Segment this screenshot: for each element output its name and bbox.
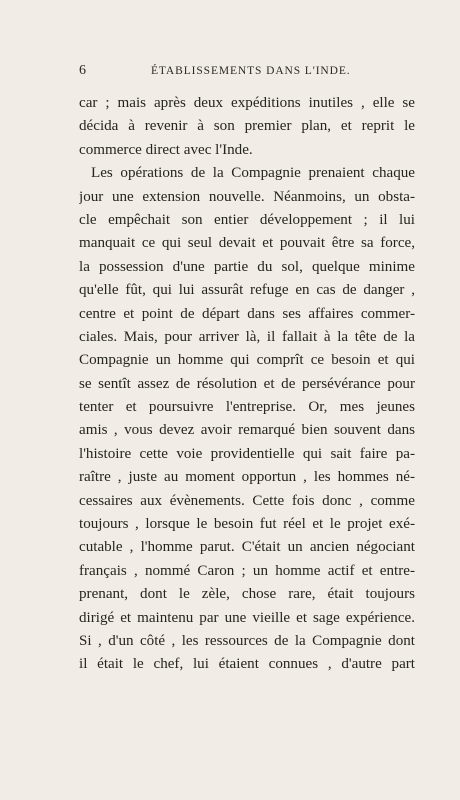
text-line: ciales. Mais, pour arriver là, il fallait à la tête de la bbox=[79, 328, 415, 345]
text-line: cutable , l'homme parut. C'était un ancien négociant bbox=[79, 539, 415, 556]
text-line: tenter et poursuivre l'entreprise. Or, mes jeunes bbox=[79, 399, 415, 416]
text-line: la possession d'une partie du sol, quelque minime bbox=[79, 258, 415, 275]
page-number: 6 bbox=[79, 63, 86, 78]
text-line: toujours , lorsque le besoin fut réel et le projet exé- bbox=[79, 516, 415, 533]
body-text bbox=[79, 92, 415, 677]
running-title: ÉTABLISSEMENTS DANS L'INDE. bbox=[151, 65, 351, 77]
text-line: manquait ce qui seul devait et pouvait être sa force, bbox=[79, 235, 415, 252]
text-line: cessaires aux évènements. Cette fois donc , comme bbox=[79, 492, 415, 509]
text-line: se sentît assez de résolution et de persévérance pour bbox=[79, 375, 415, 392]
text-line: il était le chef, lui étaient connues , d'autre part bbox=[79, 656, 415, 673]
text-line: cle empêchait son entier développement ; il lui bbox=[79, 211, 415, 228]
text-line: français , nommé Caron ; un homme actif et entre- bbox=[79, 562, 415, 579]
text-line: commerce direct avec l'Inde. bbox=[79, 141, 253, 158]
text-line: prenant, dont le zèle, chose rare, était toujours bbox=[79, 586, 415, 603]
running-head bbox=[79, 62, 415, 82]
text-line: Les opérations de la Compagnie prenaient chaque bbox=[91, 165, 415, 182]
text-line: centre et point de départ dans ses affaires commer- bbox=[79, 305, 415, 322]
text-line: qu'elle fût, qui lui assurât refuge en cas de danger , bbox=[79, 282, 415, 299]
text-line: amis , vous devez avoir remarqué bien souvent dans bbox=[79, 422, 415, 439]
text-line: jour une extension nouvelle. Néanmoins, un obsta- bbox=[79, 188, 415, 205]
text-line: car ; mais après deux expéditions inutiles , elle se bbox=[79, 95, 415, 111]
text-line: Si , d'un côté , les ressources de la Compagnie dont bbox=[79, 632, 415, 649]
text-line: dirigé et maintenu par une vieille et sage expérience. bbox=[79, 609, 415, 626]
text-line: décida à revenir à son premier plan, et reprit le bbox=[79, 118, 415, 135]
text-line: raître , juste au moment opportun , les hommes né- bbox=[79, 469, 415, 486]
text-line: l'histoire cette voie providentielle qui sait faire pa- bbox=[79, 445, 415, 462]
text-line: Compagnie un homme qui comprît ce besoin et qui bbox=[79, 352, 415, 369]
